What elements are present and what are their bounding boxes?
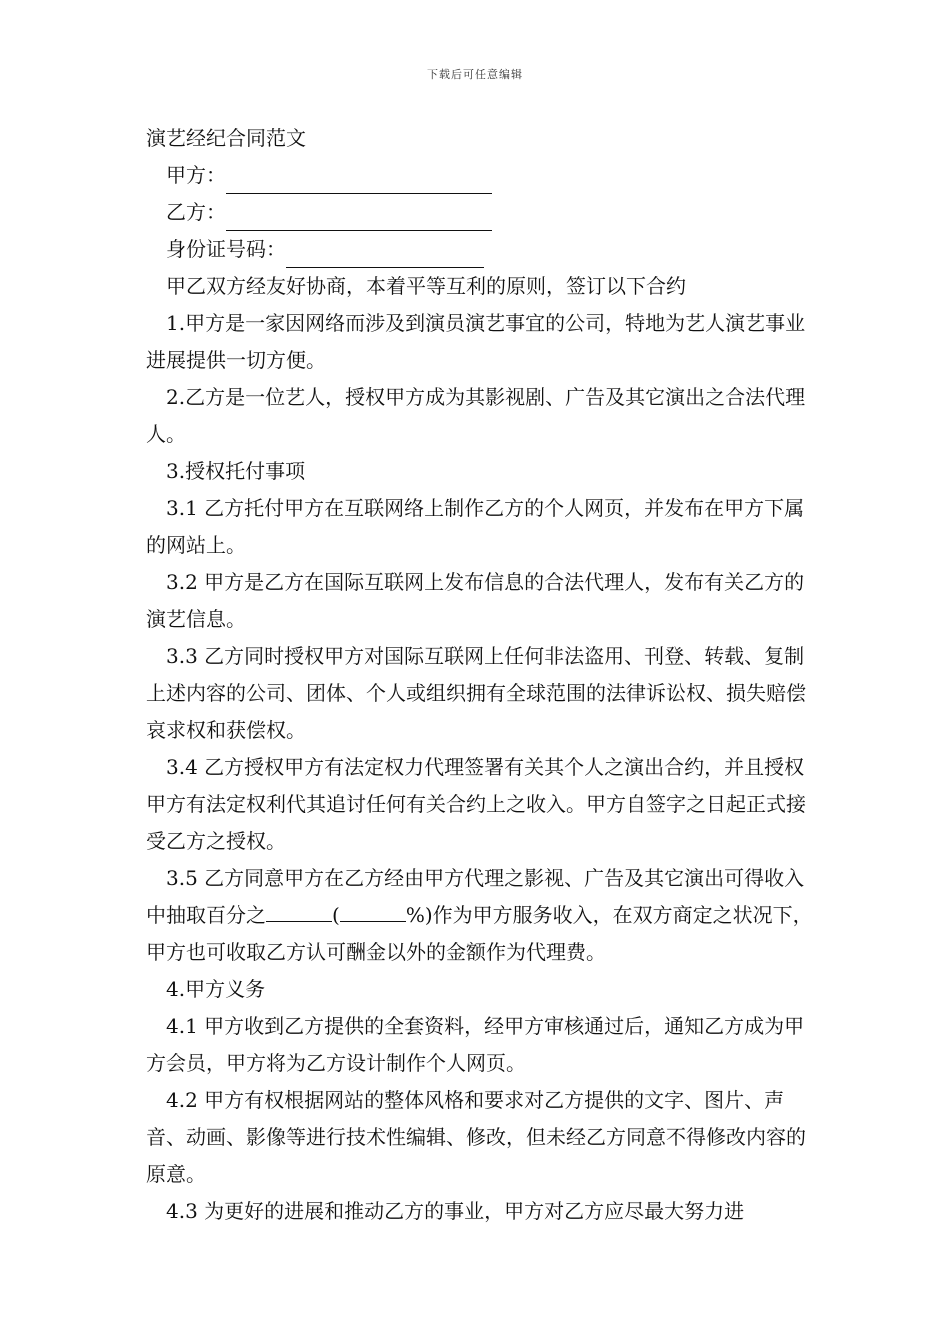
clause-3-1: 3.1 乙方托付甲方在互联网络上制作乙方的个人网页，并发布在甲方下属的网站上。 xyxy=(146,496,805,557)
clause-4: 4.甲方义务 xyxy=(166,977,266,1001)
intro-paragraph: 甲乙双方经友好协商，本着平等互利的原则，签订以下合约 xyxy=(166,274,686,298)
party-a-label: 甲方： xyxy=(166,163,226,187)
party-b-row xyxy=(146,194,816,231)
id-number-label: 身份证号码： xyxy=(166,237,286,261)
percentage-blank-words xyxy=(266,899,332,922)
percentage-blank-number xyxy=(340,899,406,922)
clause-3-5 xyxy=(146,860,816,971)
document-title: 演艺经纪合同范文 xyxy=(146,126,306,150)
clause-3-2: 3.2 甲方是乙方在国际互联网上发布信息的合法代理人，发布有关乙方的演艺信息。 xyxy=(146,570,805,631)
clause-3-5-part1: 3.5 乙方同意甲方在乙方经由甲方代理之影视、广告及其它演出可得收入中抽取百分之 xyxy=(146,866,805,927)
clause-3-5-part3: %)作为甲方服务收入，在双方商定之状况下，甲方也可收取乙方认可酬金以外的金额作为代理费。 xyxy=(146,903,813,964)
party-b-blank xyxy=(226,206,492,231)
id-number-row xyxy=(146,231,816,268)
clause-2: 2.乙方是一位艺人，授权甲方成为其影视剧、广告及其它演出之合法代理人。 xyxy=(146,385,806,446)
clause-4-1: 4.1 甲方收到乙方提供的全套资料，经甲方审核通过后，通知乙方成为甲方会员，甲方将为乙方设计制作个人网页。 xyxy=(146,1014,805,1075)
party-b-label: 乙方： xyxy=(166,200,226,224)
clause-3-3: 3.3 乙方同时授权甲方对国际互联网上任何非法盗用、刊登、转载、复制上述内容的公司、团体、个人或组织拥有全球范围的法律诉讼权、损失赔偿哀求权和获偿权。 xyxy=(146,644,806,742)
clause-1: 1.甲方是一家因网络而涉及到演员演艺事宜的公司，特地为艺人演艺事业进展提供一切方便。 xyxy=(146,311,806,372)
contract-document xyxy=(146,120,816,1230)
clause-4-3: 4.3 为更好的进展和推动乙方的事业，甲方对乙方应尽最大努力进 xyxy=(166,1199,745,1223)
clause-3-5-part2: ( xyxy=(332,903,340,927)
clause-4-2: 4.2 甲方有权根据网站的整体风格和要求对乙方提供的文字、图片、声音、动画、影像等进行技术性编辑、修改，但未经乙方同意不得修改内容的原意。 xyxy=(146,1088,806,1186)
party-a-row xyxy=(146,157,816,194)
clause-3: 3.授权托付事项 xyxy=(166,459,306,483)
id-number-blank xyxy=(286,243,484,268)
party-a-blank xyxy=(226,169,492,194)
page-header: 下载后可任意编辑 xyxy=(427,68,523,81)
clause-3-4: 3.4 乙方授权甲方有法定权力代理签署有关其个人之演出合约，并且授权甲方有法定权利代其追讨任何有关合约上之收入。甲方自签字之日起正式接受乙方之授权。 xyxy=(146,755,806,853)
